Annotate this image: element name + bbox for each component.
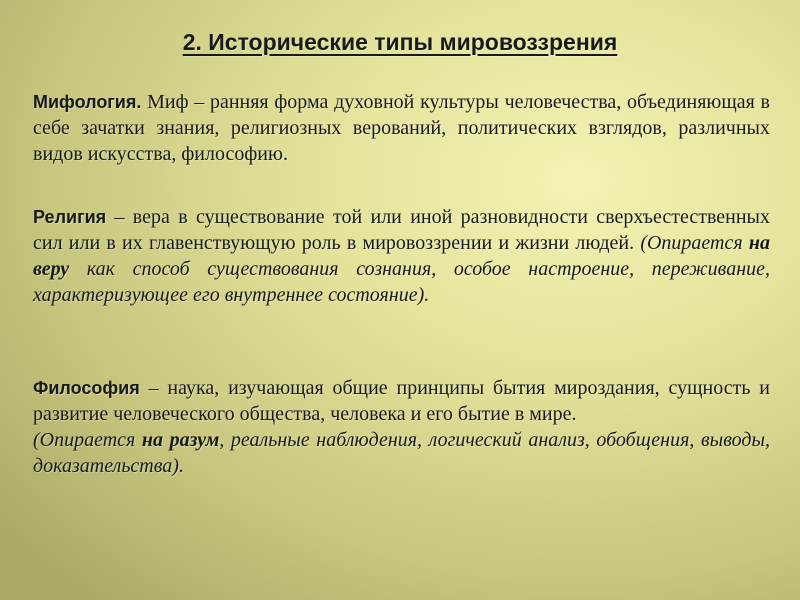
philosophy-note-rest: , реальные наблюдения, логический анализ, обобщения, выводы, доказательства).: [33, 429, 771, 477]
philosophy-term: Философия: [33, 378, 140, 398]
philosophy-note-emphasis: на разум: [141, 429, 220, 451]
religion-note-emphasis: на веру: [33, 232, 770, 280]
religion-note-rest: как способ существования сознания, особое настроение, переживание, характеризующее его внутреннее состояние).: [33, 258, 770, 306]
philosophy-paragraph: [33, 375, 770, 479]
religion-paragraph: [33, 204, 770, 308]
philosophy-definition: – наука, изучающая общие принципы бытия мироздания, сущность и развитие человеческого общества, человека и его бытие в мире.: [33, 377, 770, 425]
mythology-definition: Миф – ранняя форма духовной культуры человечества, объединяющая в себе зачатки знания, религиозных верований, политических взглядов, различных видов искусства, философию.: [33, 91, 770, 165]
mythology-term: Мифология.: [33, 92, 142, 112]
religion-note-open: (Опирается: [640, 232, 749, 254]
philosophy-note: [33, 427, 770, 479]
mythology-paragraph: [33, 89, 770, 167]
religion-term: Религия: [33, 207, 107, 227]
religion-definition: – вера в существование той или иной разновидности сверхъестественных сил или в их главенствующую роль в мировоззрении и жизни людей.: [33, 206, 770, 254]
slide-title: 2. Исторические типы мировоззрения: [182, 29, 618, 55]
philosophy-note-open: (Опирается: [33, 429, 142, 451]
